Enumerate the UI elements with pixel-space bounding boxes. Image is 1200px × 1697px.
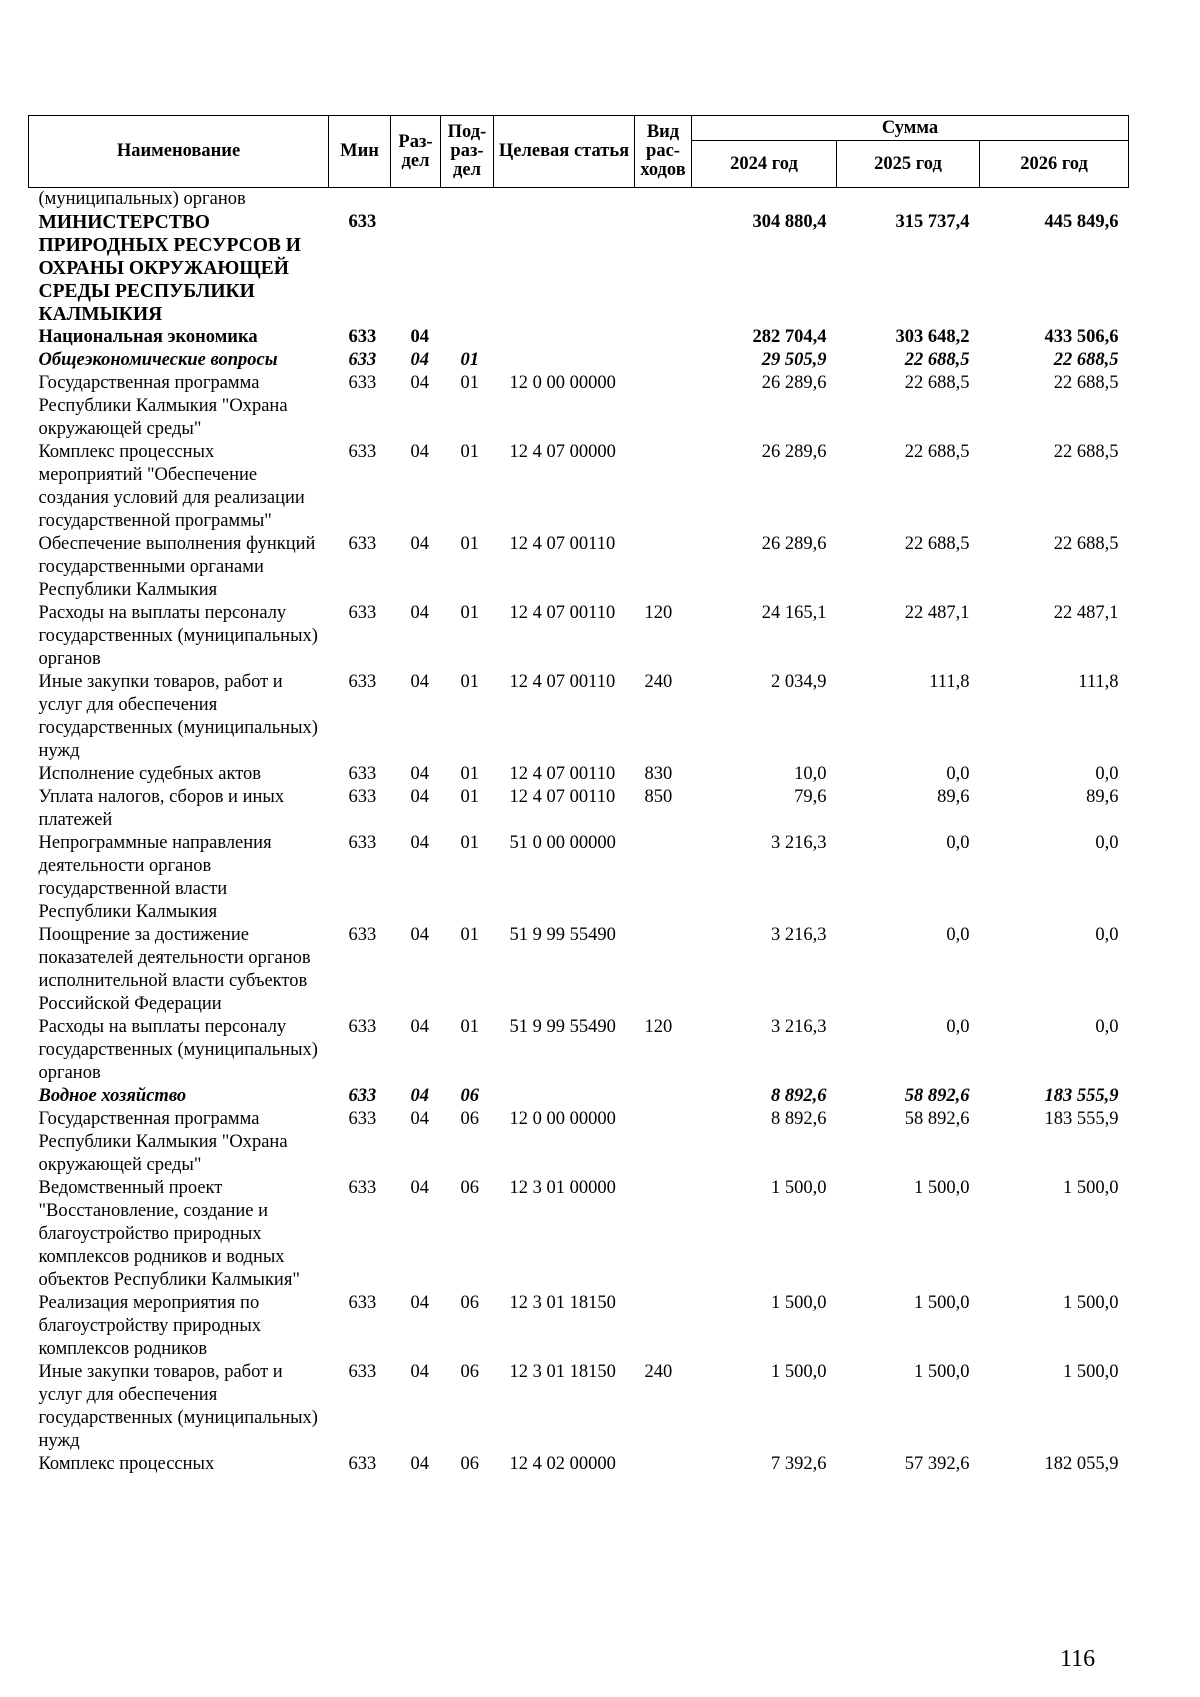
row-razdel: 04 [410,373,429,393]
row-min: 633 [348,442,377,462]
row-min: 633 [348,1454,377,1474]
row-podrazdel: 06 [460,1293,479,1313]
table-row [29,1177,1129,1292]
row-vid-rashodov [635,533,692,602]
header-vid-rashodov: Вид рас-ходов [635,116,692,188]
row-min: 633 [348,672,377,692]
header-year-2026: 2026 год [980,141,1129,188]
row-sum-2026: 89,6 [1086,787,1119,807]
row-vid-rashodov [635,924,692,1016]
row-razdel: 04 [410,350,429,370]
table-row [29,326,1129,349]
header-name: Наименование [29,116,329,188]
row-podrazdel [441,211,494,326]
row-podrazdel: 01 [460,350,479,370]
row-name: Расходы на выплаты персоналу государственных (муниципальных) органов [38,1017,318,1083]
row-razdel: 04 [410,672,429,692]
row-sum-2025: 1 500,0 [914,1293,970,1313]
row-celevaya-statya: 12 4 07 00110 [509,764,616,784]
row-razdel: 04 [410,442,429,462]
row-name: Уплата налогов, сборов и иных платежей [38,787,285,830]
row-min: 633 [348,212,377,232]
row-name: (муниципальных) органов [38,189,246,209]
row-vid-rashodov: 120 [644,603,673,623]
row-sum-2024 [692,188,837,212]
row-min: 633 [348,833,377,853]
row-podrazdel: 01 [460,1017,479,1037]
row-razdel [391,188,441,212]
table-row [29,924,1129,1016]
row-vid-rashodov: 240 [644,1362,673,1382]
table-row [29,1453,1129,1476]
row-sum-2025: 315 737,4 [895,212,970,232]
row-podrazdel: 01 [460,603,479,623]
table-row [29,372,1129,441]
row-sum-2024: 79,6 [794,787,827,807]
row-sum-2026: 0,0 [1095,764,1119,784]
row-sum-2025: 58 892,6 [904,1086,970,1106]
row-celevaya-statya: 12 4 07 00110 [509,672,616,692]
row-podrazdel: 01 [460,534,479,554]
row-min: 633 [348,1362,377,1382]
header-min: Мин [329,116,391,188]
table-header [29,116,1129,188]
row-sum-2026: 0,0 [1095,925,1119,945]
row-min: 633 [348,1293,377,1313]
row-vid-rashodov [635,1108,692,1177]
row-sum-2024: 7 392,6 [771,1454,827,1474]
row-min: 633 [348,373,377,393]
row-podrazdel: 01 [460,672,479,692]
row-razdel: 04 [410,1362,429,1382]
row-celevaya-statya: 12 0 00 00000 [509,1109,616,1129]
table-row [29,1361,1129,1453]
row-min: 633 [348,1178,377,1198]
row-name: Комплекс процессных мероприятий "Обеспечение создания условий для реализации государственной программы" [38,442,305,531]
row-razdel: 04 [410,603,429,623]
row-name: Комплекс процессных [38,1454,215,1474]
row-name: Расходы на выплаты персоналу государственных (муниципальных) органов [38,603,318,669]
row-razdel: 04 [410,1109,429,1129]
row-sum-2025: 22 688,5 [904,534,970,554]
row-razdel: 04 [410,925,429,945]
row-vid-rashodov: 850 [644,787,673,807]
table-body [29,188,1129,1477]
row-sum-2025: 1 500,0 [914,1362,970,1382]
table-row [29,832,1129,924]
row-name: Исполнение судебных актов [38,764,262,784]
row-min: 633 [348,350,377,370]
row-min: 633 [348,534,377,554]
row-min: 633 [348,925,377,945]
table-row [29,671,1129,763]
row-sum-2026: 0,0 [1095,1017,1119,1037]
row-razdel: 04 [410,534,429,554]
row-celevaya-statya: 12 4 07 00110 [509,603,616,623]
row-celevaya-statya: 12 4 07 00110 [509,787,616,807]
row-podrazdel: 01 [460,833,479,853]
row-razdel: 04 [410,833,429,853]
row-vid-rashodov [635,326,692,349]
table-row [29,786,1129,832]
row-razdel: 04 [410,787,429,807]
row-sum-2025: 22 688,5 [904,442,970,462]
row-sum-2024: 3 216,3 [771,1017,827,1037]
header-summa: Сумма [692,116,1129,141]
row-sum-2026: 0,0 [1095,833,1119,853]
row-name: Иные закупки товаров, работ и услуг для обеспечения государственных (муниципальных) нужд [38,672,318,761]
row-podrazdel: 06 [460,1454,479,1474]
row-sum-2024: 24 165,1 [761,603,827,623]
row-sum-2026: 183 555,9 [1044,1086,1119,1106]
row-sum-2024: 29 505,9 [761,350,827,370]
header-celevaya-statya: Целевая статья [494,116,635,188]
row-sum-2026: 22 688,5 [1053,442,1119,462]
row-razdel: 04 [410,1293,429,1313]
row-celevaya-statya: 51 9 99 55490 [509,1017,616,1037]
row-celevaya-statya [494,1085,635,1108]
row-sum-2024: 26 289,6 [761,534,827,554]
row-vid-rashodov [635,1085,692,1108]
row-sum-2024: 2 034,9 [771,672,827,692]
table-row [29,441,1129,533]
header-podrazdel: Под-раз-дел [441,116,494,188]
row-sum-2026: 1 500,0 [1063,1293,1119,1313]
row-sum-2026: 183 555,9 [1044,1109,1119,1129]
header-year-2024: 2024 год [692,141,837,188]
row-vid-rashodov: 830 [644,764,673,784]
row-razdel [391,211,441,326]
table-row [29,602,1129,671]
row-sum-2024: 26 289,6 [761,373,827,393]
row-name: Государственная программа Республики Калмыкия "Охрана окружающей среды" [38,1109,288,1175]
row-razdel: 04 [410,1178,429,1198]
row-sum-2024: 1 500,0 [771,1362,827,1382]
row-celevaya-statya: 12 4 07 00000 [509,442,616,462]
row-min: 633 [348,1017,377,1037]
row-celevaya-statya [494,188,635,212]
row-name: Государственная программа Республики Калмыкия "Охрана окружающей среды" [38,373,288,439]
table-row [29,1292,1129,1361]
row-name: Национальная экономика [38,327,258,347]
row-sum-2025: 89,6 [937,787,970,807]
row-celevaya-statya [494,211,635,326]
row-sum-2025: 0,0 [946,833,970,853]
row-sum-2024: 1 500,0 [771,1293,827,1313]
row-sum-2025: 0,0 [946,1017,970,1037]
row-sum-2026: 22 688,5 [1053,373,1119,393]
row-podrazdel: 06 [460,1086,479,1106]
row-sum-2025: 303 648,2 [895,327,970,347]
row-sum-2026 [980,188,1129,212]
row-sum-2024: 3 216,3 [771,925,827,945]
row-sum-2024: 304 880,4 [752,212,827,232]
row-name: Ведомственный проект "Восстановление, создание и благоустройство природных комплексов родников и водных объектов Республики Калмыкия" [38,1178,300,1290]
row-sum-2025: 0,0 [946,764,970,784]
row-sum-2025: 1 500,0 [914,1178,970,1198]
row-sum-2026: 1 500,0 [1063,1178,1119,1198]
row-min: 633 [348,1086,377,1106]
row-sum-2024: 10,0 [794,764,827,784]
table-row [29,349,1129,372]
page-number: 116 [1060,1646,1096,1672]
row-celevaya-statya: 12 4 02 00000 [509,1454,616,1474]
row-name: МИНИСТЕРСТВО ПРИРОДНЫХ РЕСУРСОВ И ОХРАНЫ ОКРУЖАЮЩЕЙ СРЕДЫ РЕСПУБЛИКИ КАЛМЫКИЯ [38,212,301,325]
table-row [29,188,1129,212]
row-podrazdel: 06 [460,1109,479,1129]
row-vid-rashodov [635,349,692,372]
row-celevaya-statya [494,326,635,349]
row-vid-rashodov [635,1453,692,1476]
row-min: 633 [348,1109,377,1129]
row-sum-2025: 57 392,6 [904,1454,970,1474]
row-sum-2026: 22 688,5 [1053,534,1119,554]
row-vid-rashodov [635,441,692,533]
table-row [29,211,1129,326]
row-sum-2024: 1 500,0 [771,1178,827,1198]
row-sum-2025: 0,0 [946,925,970,945]
row-name: Непрограммные направления деятельности органов государственной власти Республики Калмыкия [38,833,272,922]
row-sum-2025: 22 688,5 [904,373,970,393]
row-name: Обеспечение выполнения функций государственными органами Республики Калмыкия [38,534,316,600]
row-sum-2025: 111,8 [929,672,970,692]
row-vid-rashodov: 120 [644,1017,673,1037]
row-podrazdel: 01 [460,787,479,807]
row-name: Поощрение за достижение показателей деятельности органов исполнительной власти субъектов Российской Федерации [38,925,311,1014]
row-razdel: 04 [410,327,429,347]
row-podrazdel: 06 [460,1362,479,1382]
row-sum-2024: 26 289,6 [761,442,827,462]
row-vid-rashodov [635,211,692,326]
row-vid-rashodov: 240 [644,672,673,692]
row-name: Общеэкономические вопросы [38,350,278,370]
row-vid-rashodov [635,832,692,924]
row-vid-rashodov [635,188,692,212]
row-podrazdel: 01 [460,373,479,393]
row-podrazdel: 01 [460,925,479,945]
row-podrazdel: 01 [460,764,479,784]
row-celevaya-statya: 12 3 01 00000 [509,1178,616,1198]
header-razdel: Раз-дел [391,116,441,188]
table-row [29,763,1129,786]
row-sum-2026: 433 506,6 [1044,327,1119,347]
row-vid-rashodov [635,1292,692,1361]
table-row [29,533,1129,602]
row-sum-2026: 111,8 [1078,672,1119,692]
row-sum-2024: 282 704,4 [752,327,827,347]
row-min: 633 [348,327,377,347]
row-razdel: 04 [410,1017,429,1037]
row-name: Иные закупки товаров, работ и услуг для обеспечения государственных (муниципальных) нужд [38,1362,318,1451]
row-celevaya-statya: 12 3 01 18150 [509,1293,616,1313]
row-razdel: 04 [410,1086,429,1106]
row-celevaya-statya [494,349,635,372]
row-celevaya-statya: 51 0 00 00000 [509,833,616,853]
row-sum-2025 [837,188,980,212]
row-podrazdel [441,326,494,349]
row-sum-2026: 22 688,5 [1053,350,1119,370]
row-sum-2026: 1 500,0 [1063,1362,1119,1382]
row-sum-2026: 445 849,6 [1044,212,1119,232]
row-razdel: 04 [410,764,429,784]
row-podrazdel: 06 [460,1178,479,1198]
row-razdel: 04 [410,1454,429,1474]
row-name: Реализация мероприятия по благоустройству природных комплексов родников [38,1293,262,1359]
row-podrazdel [441,188,494,212]
table-row [29,1016,1129,1085]
header-year-2025: 2025 год [837,141,980,188]
row-sum-2024: 3 216,3 [771,833,827,853]
row-sum-2024: 8 892,6 [771,1086,827,1106]
budget-table [28,115,1129,1476]
row-name: Водное хозяйство [38,1086,187,1106]
row-sum-2025: 22 688,5 [904,350,970,370]
row-sum-2026: 22 487,1 [1053,603,1119,623]
row-podrazdel: 01 [460,442,479,462]
row-sum-2025: 22 487,1 [904,603,970,623]
row-min: 633 [348,787,377,807]
row-celevaya-statya: 12 0 00 00000 [509,373,616,393]
row-vid-rashodov [635,372,692,441]
row-sum-2025: 58 892,6 [904,1109,970,1129]
row-min: 633 [348,603,377,623]
row-celevaya-statya: 12 4 07 00110 [509,534,616,554]
row-min [329,188,391,212]
row-sum-2026: 182 055,9 [1044,1454,1119,1474]
table-row [29,1085,1129,1108]
table-row [29,1108,1129,1177]
row-sum-2024: 8 892,6 [771,1109,827,1129]
row-min: 633 [348,764,377,784]
row-celevaya-statya: 51 9 99 55490 [509,925,616,945]
row-celevaya-statya: 12 3 01 18150 [509,1362,616,1382]
row-vid-rashodov [635,1177,692,1292]
